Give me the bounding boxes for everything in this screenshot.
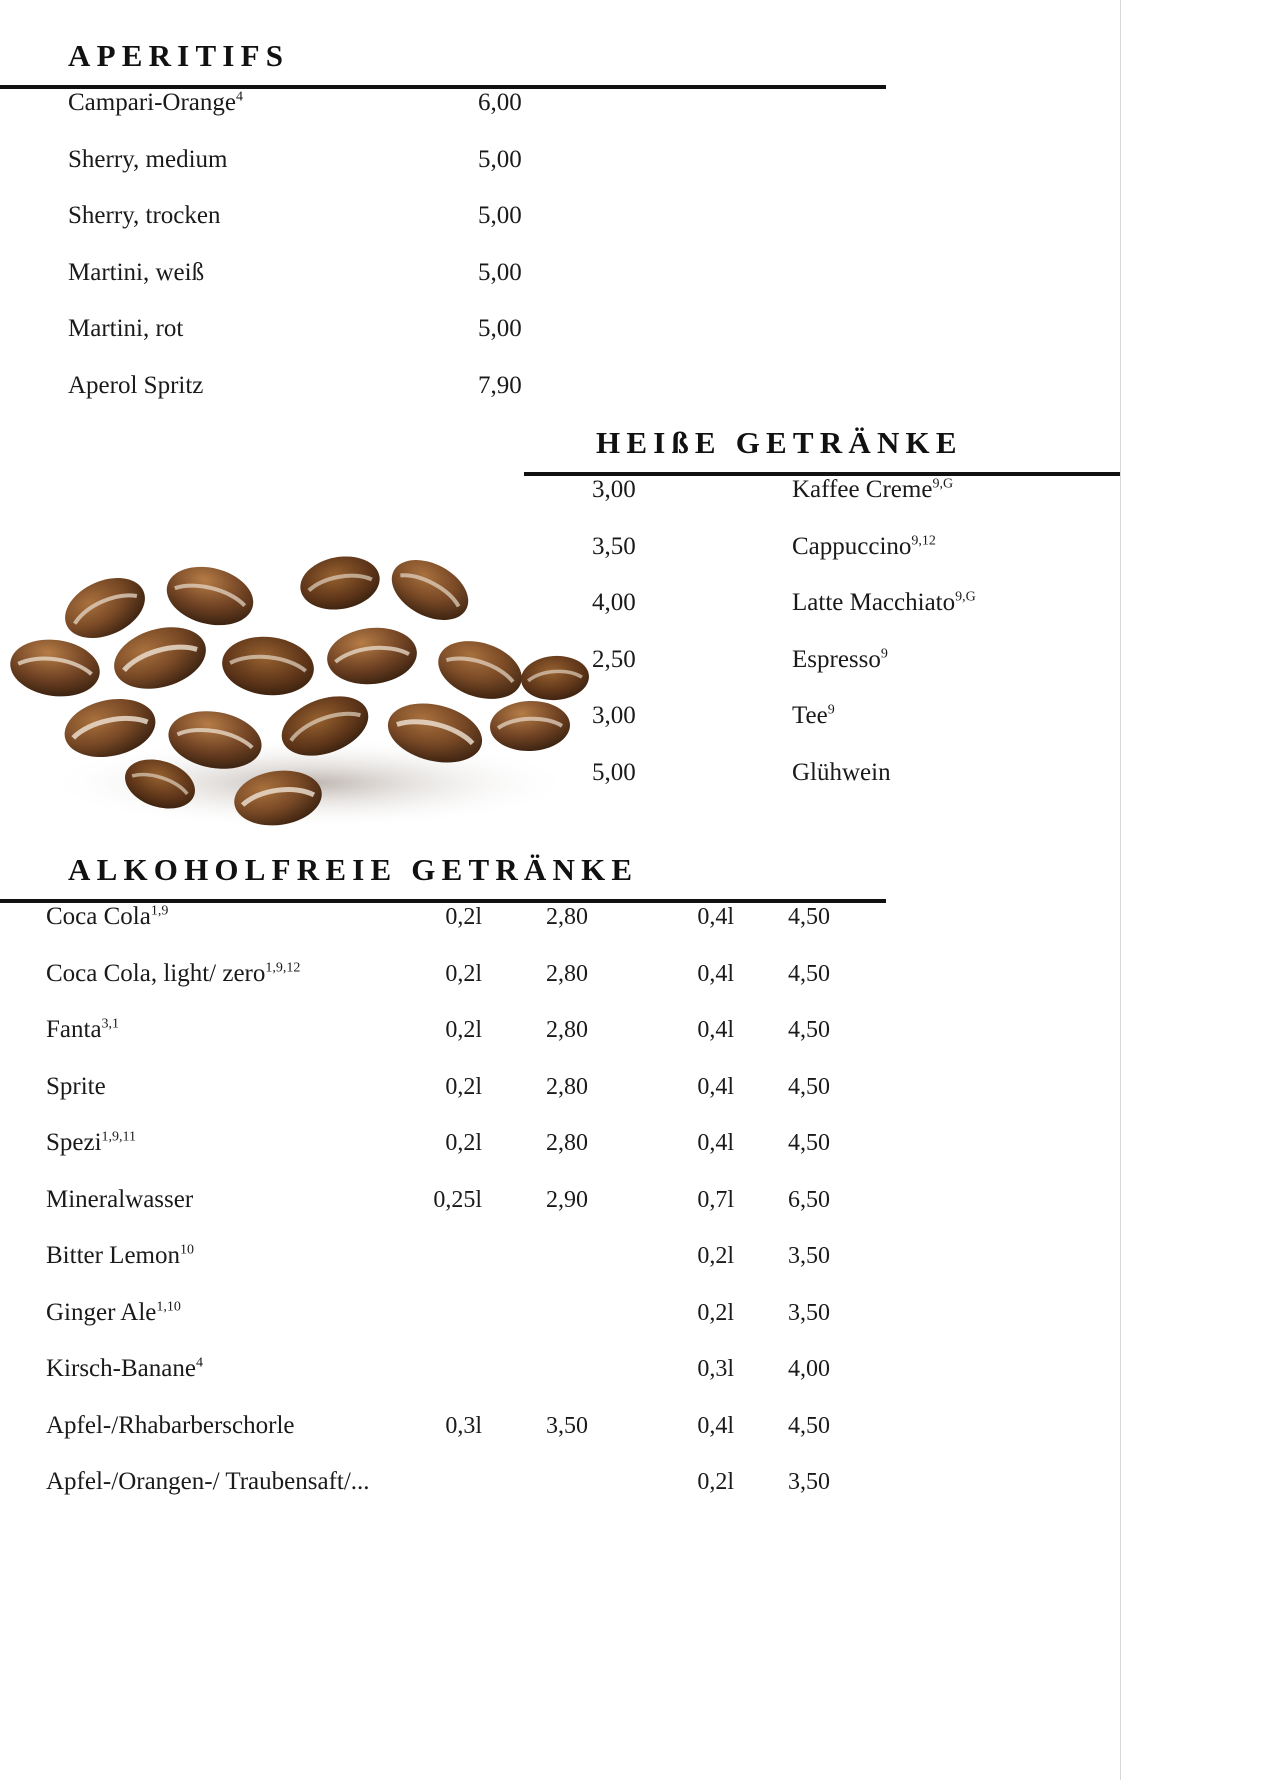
section-title-hot-drinks: HEIßE GETRÄNKE [596, 425, 963, 460]
item-size-large: 0,4l [697, 1073, 734, 1100]
item-name: Espresso$^9$ [792, 645, 888, 673]
item-price-large: 4,50 [788, 1412, 830, 1439]
item-price: 5,00 [478, 202, 522, 229]
item-price: 3,00 [592, 702, 636, 729]
section-title-soft-drinks: ALKOHOLFREIE GETRÄNKE [68, 852, 639, 887]
item-size-small: 0,25l [433, 1186, 482, 1213]
item-name: Ginger Ale$^{1,10}$ [46, 1298, 181, 1326]
menu-item-row [524, 759, 1120, 816]
menu-item-row [0, 89, 886, 146]
table-row [0, 1073, 886, 1130]
section-title-aperitifs: APERITIFS [68, 38, 290, 73]
allergen-superscript: 1,10 [156, 1299, 181, 1315]
table-row [0, 1186, 886, 1243]
item-price: 5,00 [478, 315, 522, 342]
item-size-large: 0,4l [697, 904, 734, 930]
allergen-superscript: 4 [195, 1355, 203, 1371]
section-aperitifs [0, 38, 886, 428]
item-price-small: 2,90 [546, 1186, 588, 1213]
item-name: Tee$^9$ [792, 702, 835, 729]
item-price-large: 3,50 [788, 1299, 830, 1326]
item-size-large: 0,4l [697, 960, 734, 987]
menu-item-row [524, 533, 1120, 590]
allergen-superscript: 1,9,12 [265, 960, 301, 976]
page-edge [1120, 0, 1274, 1780]
allergen-superscript: 1,9 [150, 903, 169, 919]
item-price: 2,50 [592, 645, 636, 673]
item-price-large: 4,00 [788, 1356, 830, 1382]
item-size-small: 0,2l [445, 960, 482, 987]
item-price: 6,00 [478, 89, 522, 116]
table-row [0, 1242, 886, 1299]
table-row [0, 1299, 886, 1356]
item-name: Kirsch-Banane$^4$ [46, 1355, 203, 1382]
item-size-large: 0,2l [697, 1243, 734, 1269]
item-name: Sherry, trocken [68, 202, 221, 229]
item-name: Apfel-/Rhabarberschorle [46, 1411, 295, 1439]
item-size-large: 0,2l [697, 1469, 734, 1495]
item-price: 5,00 [592, 758, 636, 786]
table-row [0, 1129, 886, 1186]
table-row [0, 1355, 886, 1412]
table-row [0, 1412, 886, 1469]
item-name: Mineralwasser [46, 1185, 194, 1213]
item-price-large: 4,50 [788, 1073, 830, 1100]
item-name: Martini, weiß [68, 258, 205, 286]
section-soft-drinks [0, 852, 886, 1525]
item-price-large: 6,50 [788, 1186, 830, 1213]
item-size-small: 0,2l [445, 1130, 482, 1156]
menu-item-row [0, 146, 886, 203]
item-price: 5,00 [478, 145, 522, 173]
item-price-small: 2,80 [546, 1073, 588, 1100]
table-row [0, 1016, 886, 1073]
item-size-small: 0,2l [445, 1017, 482, 1043]
item-size-large: 0,4l [697, 1130, 734, 1156]
soft-drinks-list [0, 903, 886, 1525]
item-price-small: 2,80 [546, 960, 588, 987]
section-hot-drinks [524, 425, 1120, 815]
allergen-superscript: 9 [880, 646, 888, 662]
item-name: Spezi$^{1,9,11}$ [46, 1129, 137, 1156]
item-name: Coca Cola$^{1,9}$ [46, 903, 169, 930]
item-name: Sherry, medium [68, 145, 228, 173]
item-price: 3,50 [592, 532, 636, 560]
allergen-superscript: 9,12 [911, 533, 936, 549]
allergen-superscript: 9 [827, 702, 835, 718]
aperitifs-list [0, 89, 886, 428]
item-name: Fanta$^{3,1}$ [46, 1016, 120, 1043]
item-name: Apfel-/Orangen-/ Traubensaft/... [46, 1468, 370, 1495]
item-name: Cappuccino$^{9,12}$ [792, 532, 936, 560]
item-price: 5,00 [478, 258, 522, 286]
item-name: Kaffee Creme$^{9,G}$ [792, 476, 954, 503]
menu-item-row [524, 646, 1120, 703]
item-size-small: 0,3l [445, 1412, 482, 1439]
item-name: Glühwein [792, 758, 891, 786]
item-price-large: 3,50 [788, 1469, 830, 1495]
item-size-large: 0,4l [697, 1017, 734, 1043]
item-size-large: 0,2l [697, 1299, 734, 1326]
item-size-small: 0,2l [445, 904, 482, 930]
allergen-superscript: 9,G [955, 589, 976, 605]
item-price: 7,90 [478, 371, 522, 399]
item-size-large: 0,7l [697, 1186, 734, 1213]
item-price-large: 4,50 [788, 1017, 830, 1043]
allergen-superscript: 4 [235, 89, 243, 105]
item-name: Martini, rot [68, 315, 184, 342]
item-name: Bitter Lemon$^{10}$ [46, 1242, 194, 1269]
table-row [0, 1468, 886, 1525]
item-price-small: 2,80 [546, 1130, 588, 1156]
item-price-large: 4,50 [788, 960, 830, 987]
coffee-beans-photo [10, 548, 610, 848]
item-size-large: 0,4l [697, 1412, 734, 1439]
item-name: Sprite [46, 1072, 106, 1100]
item-price: 4,00 [592, 589, 636, 616]
menu-item-row [0, 315, 886, 372]
item-name: Campari-Orange$^4$ [68, 89, 243, 116]
table-row [0, 903, 886, 960]
item-size-large: 0,3l [697, 1356, 734, 1382]
menu-item-row [524, 702, 1120, 759]
item-size-small: 0,2l [445, 1073, 482, 1100]
item-name: Coca Cola, light/ zero$^{1,9,12}$ [46, 959, 301, 987]
item-name: Aperol Spritz [68, 371, 204, 399]
allergen-superscript: 9,G [932, 476, 954, 492]
item-price: 3,00 [592, 476, 636, 503]
item-price-large: 4,50 [788, 1130, 830, 1156]
menu-item-row [0, 259, 886, 316]
item-price-small: 3,50 [546, 1412, 588, 1439]
item-price-small: 2,80 [546, 904, 588, 930]
item-price-small: 2,80 [546, 1017, 588, 1043]
menu-item-row [524, 476, 1120, 533]
menu-item-row [0, 372, 886, 429]
allergen-superscript: 10 [180, 1242, 194, 1258]
item-name: Latte Macchiato$^{9,G}$ [792, 589, 976, 616]
menu-item-row [0, 202, 886, 259]
hot-drinks-list [524, 476, 1120, 815]
allergen-superscript: 3,1 [101, 1016, 120, 1032]
item-price-large: 3,50 [788, 1243, 830, 1269]
table-row [0, 960, 886, 1017]
menu-item-row [524, 589, 1120, 646]
allergen-superscript: 1,9,11 [101, 1129, 137, 1145]
item-price-large: 4,50 [788, 904, 830, 930]
